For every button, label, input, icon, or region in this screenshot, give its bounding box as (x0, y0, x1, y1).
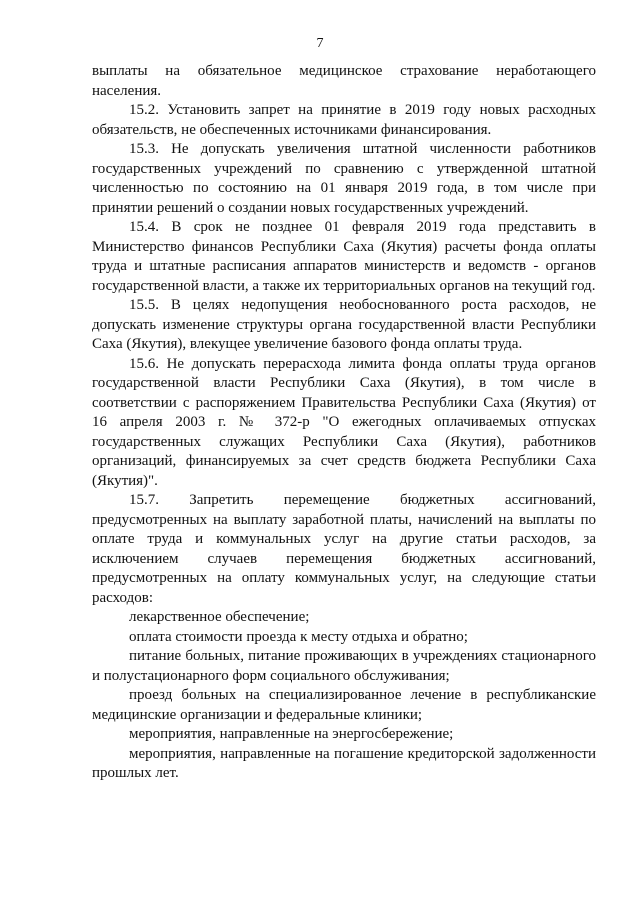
paragraph-15-3: 15.3. Не допускать увеличения штатной численности работников государственных учреждений по сравнению с утвержденной штатной численностью по состоянию на 01 января 2019 года, в том числе при принятии решений о создании новых государственных учреждений. (92, 141, 596, 216)
list-item: оплата стоимости проезда к месту отдыха и обратно; (129, 628, 468, 645)
paragraph-15-4: 15.4. В срок не позднее 01 февраля 2019 года представить в Министерство финансов Республики Саха (Якутия) расчеты фонда оплаты труда и штатные расписания аппаратов министерств и ведомств - органов государственной власти, а также их территориальных органов на текущий год. (92, 219, 596, 294)
list-item: проезд больных на специализированное лечение в республиканские медицинские организации и федеральные клиники; (92, 687, 596, 723)
paragraph-15-5: 15.5. В целях недопущения необоснованного роста расходов, не допускать изменение структуры органа государственной власти Республики Саха (Якутия), влекущее увеличение базового фонда оплаты труда. (92, 297, 596, 352)
list-item: мероприятия, направленные на погашение кредиторской задолженности прошлых лет. (92, 745, 596, 781)
document-body (92, 62, 596, 784)
paragraph-continuation: выплаты на обязательное медицинское страхование неработающего населения. (92, 63, 596, 99)
list-item: питание больных, питание проживающих в учреждениях стационарного и полустационарного форм социального обслуживания; (92, 648, 596, 684)
paragraph-15-6: 15.6. Не допускать перерасхода лимита фонда оплаты труда органов государственной власти Республики Саха (Якутия), в том числе в соответствии с распоряжением Правительства Республики Саха (Якутия) от 16 апреля 2003 г. № 372-р "О ежегодных оплачиваемых отпусках государственных служащих Республики Саха (Якутия), работников организаций, финансируемых за счет средств бюджета Республики Саха (Якутия)". (92, 355, 596, 489)
paragraph-15-2: 15.2. Установить запрет на принятие в 2019 году новых расходных обязательств, не обеспеченных источниками финансирования. (92, 102, 596, 138)
paragraph-15-7: 15.7. Запретить перемещение бюджетных ассигнований, предусмотренных на выплату заработной платы, начислений на выплаты по оплате труда и коммунальных услуг на другие статьи расходов, за исключением случаев перемещения бюджетных ассигнований, предусмотренных на оплату коммунальных услуг, на следующие статьи расходов: (92, 492, 596, 606)
list-item: лекарственное обеспечение; (129, 609, 310, 625)
page-number: 7 (316, 36, 324, 51)
list-item: мероприятия, направленные на энергосбережение; (129, 726, 454, 742)
